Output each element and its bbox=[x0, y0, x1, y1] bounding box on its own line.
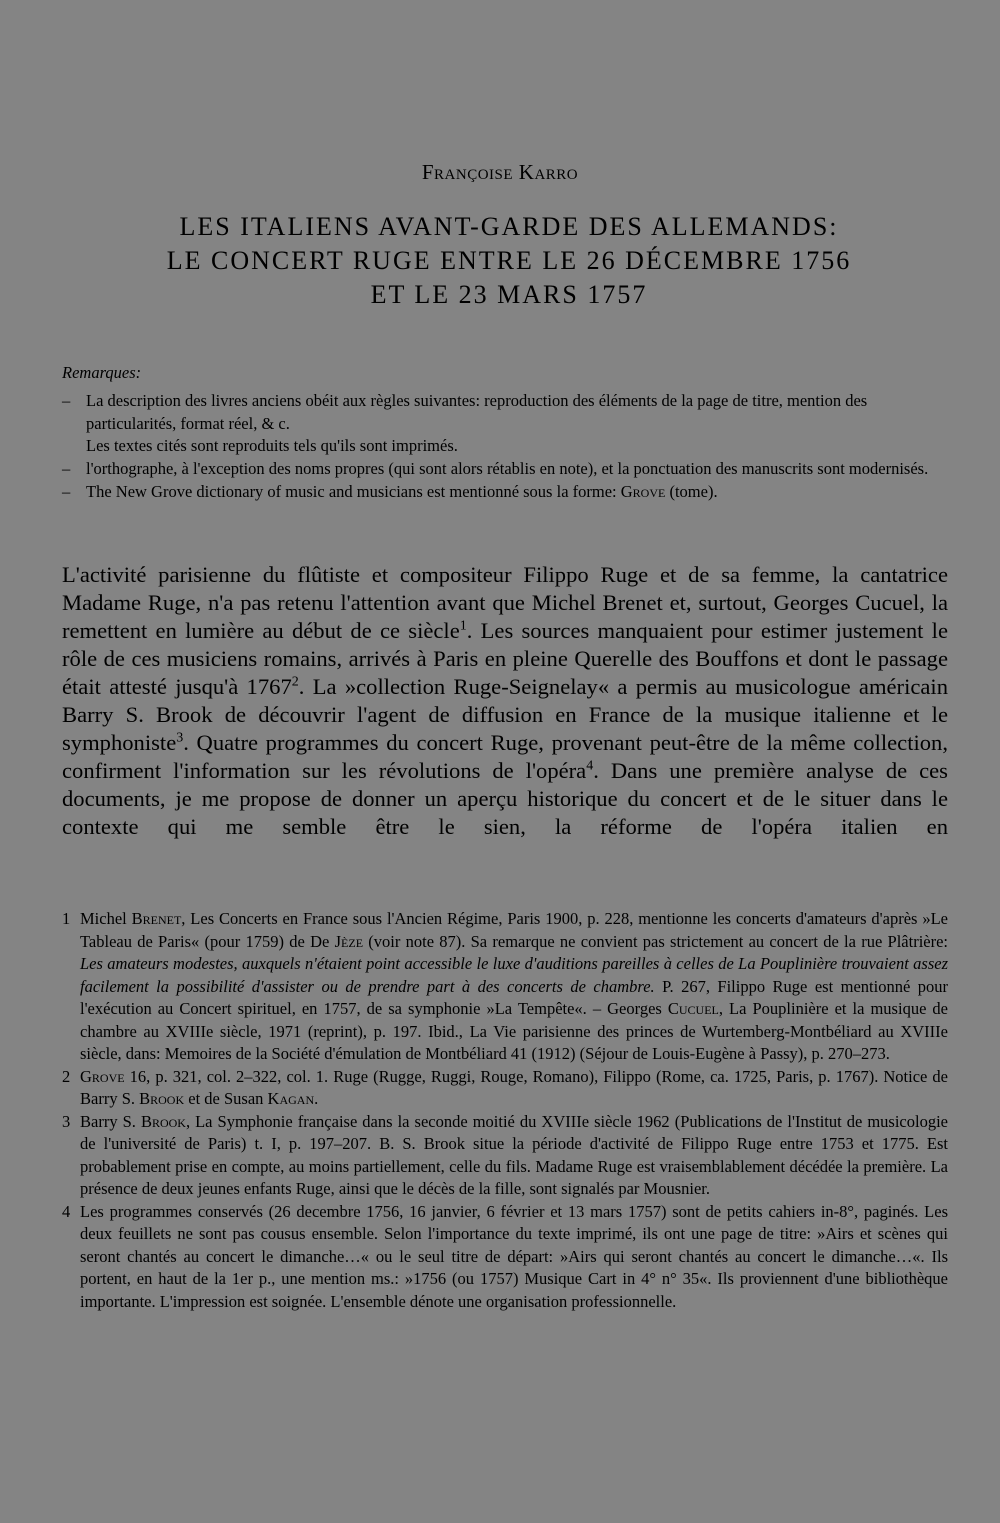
remark-dash: – bbox=[62, 459, 71, 479]
remark-text: l'orthographe, à l'exception des noms propres (qui sont alors rétablis en note), et la ponctuation des manuscrits sont modernisés. bbox=[86, 459, 929, 479]
remark-text: La description des livres anciens obéit aux règles suivantes: reproduction des éléments de la page de titre, mention des particularités, format réel, & c. bbox=[86, 390, 868, 433]
remark-item-3 bbox=[62, 481, 952, 504]
body-text-part: . Quatre programmes du concert Ruge, provenant peut-être de la même collection, confirment l'information sur les révolutions de l'opéra bbox=[62, 730, 948, 783]
fn-part: . bbox=[314, 1089, 319, 1108]
author-surname: Cucuel bbox=[667, 999, 719, 1018]
footnote-text bbox=[80, 1111, 948, 1201]
author-surname: Brook bbox=[140, 1111, 186, 1131]
title-line-3: ET LE 23 MARS 1757 bbox=[370, 280, 648, 309]
footnote-marker-2: 2 bbox=[291, 674, 299, 690]
author-surname: Brenet bbox=[131, 909, 182, 928]
author-surname: Kagan bbox=[267, 1089, 315, 1108]
fn-part: et de Susan bbox=[184, 1089, 268, 1108]
fn-part: , La Symphonie française dans la seconde moitié du XVIIIe siècle 1962 (Publications de l'Institut de musicologie de l'université de Paris) t. I, p. 197–207. B. S. Brook situe la période d'activité de Filippo Ruge entre 1753 et 1775. Est probablement prise en compte, au moins partiellement, celle du fils. Madame Ruge est vraisemblablement décédée la première. La présence de deux jeunes enfants Ruge, ainsi que le décès de la fille, sont signalés par Mousnier. bbox=[80, 1111, 949, 1198]
title-line-1: LES ITALIENS AVANT-GARDE DES ALLEMANDS: bbox=[179, 212, 839, 241]
remark-text: Les textes cités sont reproduits tels qu'ils sont imprimés. bbox=[86, 436, 458, 456]
article-title bbox=[0, 210, 1000, 312]
remark-dash: – bbox=[62, 481, 71, 501]
remark-text-part: (tome). bbox=[665, 481, 718, 501]
title-line-2: LE CONCERT RUGE ENTRE LE 26 DÉCEMBRE 1756 bbox=[166, 246, 852, 275]
author-name: Françoise Karro bbox=[421, 160, 579, 184]
body-text-part: L'activité parisienne du flûtiste et compositeur Filippo Ruge et de sa femme, la cantatrice Madame Ruge, n'a pas retenu l'attention avant que Michel Brenet et, surtout, Georges Cucuel, la remettent en lumière au début de ce siècle bbox=[62, 562, 948, 643]
fn-part: Michel bbox=[80, 909, 132, 928]
author-surname: Jèze bbox=[334, 931, 364, 951]
fn-part: Barry S. bbox=[80, 1111, 141, 1131]
fn-part: 16, p. 321, col. 2–322, col. 1. Ruge (Rugge, Ruggi, Rouge, Romano), Filippo (Rome, ca. 1725, Paris, p. 1767). Notice de Barry S. bbox=[80, 1066, 948, 1108]
footnote-3 bbox=[62, 1111, 948, 1201]
author-surname: Brook bbox=[139, 1089, 185, 1108]
fn-part: (voir note 87). Sa remarque ne convient pas strictement au concert de la rue Plâtrière: bbox=[363, 931, 949, 951]
body-paragraph bbox=[62, 561, 948, 841]
fn-part: , La Pouplinière et la musique de chambre au XVIIIe siècle, 1971 (reprint), p. 197. Ibid., La Vie parisienne des princes de Wurtemberg-Montbéliard au XVIIIe siècle, dans: Memoires de la Société d'émulation de Montbéliard 41 (1912) (Séjour de Louis-Eugène à Passy), p. 270–273. bbox=[80, 999, 949, 1063]
grove-abbrev: Grove bbox=[620, 481, 666, 501]
remark-item-2 bbox=[62, 458, 952, 481]
footnote-marker-1: 1 bbox=[459, 618, 467, 634]
fn-part: P. 267, Filippo Ruge est mentionné pour l'exécution au Concert spirituel, en 1757, de sa symphonie »La Tempête«. – Georges bbox=[80, 976, 948, 1018]
footnote-text bbox=[80, 908, 948, 1066]
remark-dash: – bbox=[62, 390, 71, 410]
footnote-number: 3 bbox=[62, 1111, 71, 1131]
footnote-number: 2 bbox=[62, 1066, 71, 1086]
remark-text bbox=[86, 481, 952, 504]
footnotes-section bbox=[62, 908, 948, 1313]
body-text-part: . La »collection Ruge-Seignelay« a permis au musicologue américain Barry S. Brook de découvrir l'agent de diffusion en France de la musique italienne et le symphoniste bbox=[62, 674, 948, 755]
footnote-2 bbox=[62, 1066, 948, 1111]
footnote-4 bbox=[62, 1201, 948, 1314]
footnote-text bbox=[80, 1066, 948, 1111]
footnote-marker-3: 3 bbox=[176, 730, 184, 746]
body-text-part: . Dans une première analyse de ces documents, je me propose de donner un aperçu historique du concert et de le situer dans le contexte qui me semble être le sien, la réforme de l'opéra italien en bbox=[62, 758, 948, 839]
remarks-label: Remarques: bbox=[62, 363, 142, 382]
footnote-text: Les programmes conservés (26 decembre 1756, 16 janvier, 6 février et 13 mars 1757) sont de petits cahiers in-8°, paginés. Les deux feuillets ne sont pas cousus ensemble. Selon l'importance du texte imprimé, ils ont une page de titre: »Airs et scènes qui seront chantés au concert le dimanche…« ou le seul titre de départ: »Airs qui seront chantés au concert le dimanche…«. Ils portent, en haut de la 1er p., une mention ms.: »1756 (ou 1757) Musique Cart in 4° n° 35«. Ils proviennent d'une bibliothèque importante. L'impression est soignée. L'ensemble dénote une organisation professionnelle. bbox=[80, 1201, 948, 1311]
remark-item-1 bbox=[62, 390, 952, 458]
footnote-number: 4 bbox=[62, 1201, 71, 1221]
footnote-1 bbox=[62, 908, 948, 1066]
body-text-part: . Les sources manquaient pour estimer justement le rôle de ces musiciens romains, arrivés à Paris en pleine Querelle des Bouffons et dont le passage était attesté jusqu'à 1767 bbox=[62, 618, 948, 699]
remarks-section bbox=[62, 362, 952, 504]
remark-text-part: The New Grove dictionary of music and musicians est mentionné sous la forme: bbox=[86, 481, 621, 501]
footnote-marker-4: 4 bbox=[586, 758, 594, 774]
footnote-number: 1 bbox=[62, 909, 71, 928]
quotation: Les amateurs modestes, auxquels n'étaient point accessible le luxe d'auditions pareilles à celles de La Pouplinière trouvaient assez facilement la possibilité d'assister ou de prendre part à des concerts de chambre. bbox=[80, 954, 948, 996]
fn-part: , Les Concerts en France sous l'Ancien Régime, Paris 1900, p. 228, mentionne les concerts d'amateurs d'après »Le Tableau de Paris« (pour 1759) de De bbox=[80, 909, 948, 951]
grove-abbrev: Grove bbox=[80, 1066, 125, 1086]
